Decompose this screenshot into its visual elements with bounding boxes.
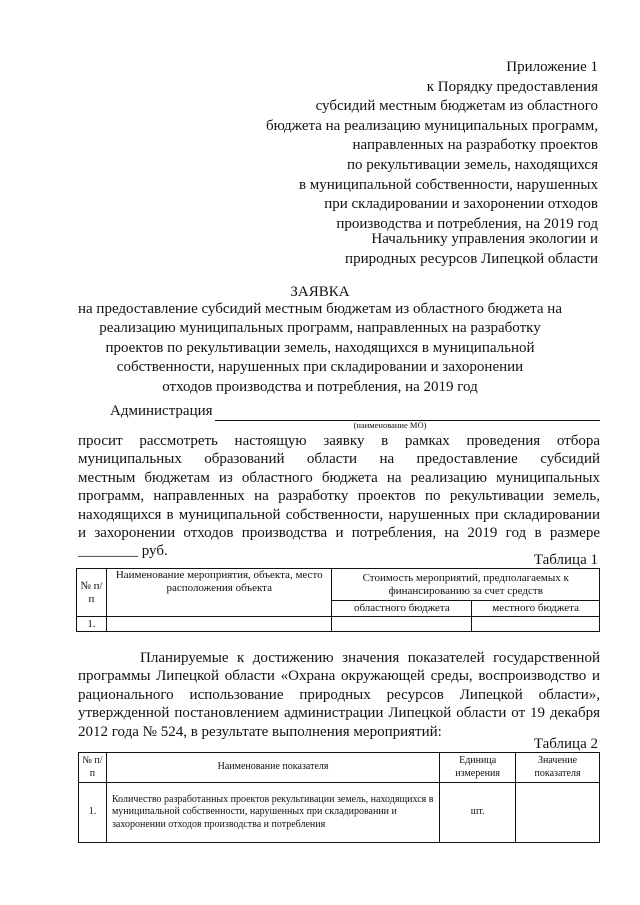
annex-line: направленных на разработку проектов [352, 137, 598, 154]
planned-line: утвержденной постановлением администрации Липецкой области от 19 декабря [78, 705, 600, 722]
table2-row-name: Количество разработанных проектов рекультивации земель, находящихся в муниципальной собственности, нарушенных при складировании и захоронении отходов производства и потребления [106, 783, 439, 843]
subtitle-line: на предоставление субсидий местным бюджетам из областного бюджета на [78, 301, 562, 317]
annex-line: при складировании и захоронении отходов [324, 196, 598, 213]
annex-line: в муниципальной собственности, нарушенных [298, 176, 598, 193]
table2-header-name: Наименование показателя [106, 753, 439, 783]
planned-line: 2012 года № 524, в результате выполнения мероприятий: [78, 723, 442, 740]
annex-line: Приложение 1 [506, 59, 598, 75]
addressee-line: Начальнику управления экологии и [371, 231, 598, 247]
table1-header-name: Наименование мероприятия, объекта, место расположения объекта [106, 569, 332, 617]
document-subtitle [70, 300, 570, 397]
table1-header-regional: областного бюджета [332, 601, 472, 617]
annex-line: производства и потребления, на 2019 год [336, 215, 598, 232]
planned-line: программы Липецкой области «Охрана окружающей среды, воспроизводство и [78, 668, 600, 685]
table1-cell-local[interactable] [472, 617, 600, 632]
addressee-line: природных ресурсов Липецкой области [345, 250, 598, 267]
table2-caption: Таблица 2 [533, 736, 598, 752]
subtitle-line: реализацию муниципальных программ, направленных на разработку [99, 320, 541, 337]
document-title: ЗАЯВКА [290, 284, 350, 300]
table1-cell-regional[interactable] [332, 617, 472, 632]
table2-header-num: № п/п [79, 753, 107, 783]
table1-header-local: местного бюджета [472, 601, 600, 617]
planned-line: Планируемые к достижению значения показателей государственной [140, 650, 600, 666]
table2-row-num: 1. [79, 783, 107, 843]
request-line: местным бюджетам из областного бюджета на реализацию муниципальных [78, 469, 600, 486]
request-line: программ, направленных на разработку проектов по рекультивации земель, [78, 488, 600, 505]
subtitle-line: отходов производства и потребления, на 2019 год [162, 378, 478, 395]
request-line: и захоронении отходов производства и потребления, на 2019 год в размере [78, 525, 600, 542]
table1-header-cost: Стоимость мероприятий, предполагаемых к финансированию за счет средств [332, 569, 600, 601]
table2 [78, 752, 600, 843]
request-amount-line: ________ руб. [78, 543, 168, 560]
annex-line: по рекультивации земель, находящихся [346, 156, 598, 173]
administration-label: Администрация [110, 403, 213, 419]
addressee [218, 230, 598, 269]
administration-blank-line[interactable] [215, 406, 600, 421]
annex-line: бюджета на реализацию муниципальных программ, [265, 117, 598, 134]
annex-line: к Порядку предоставления [426, 78, 598, 95]
annex-line: субсидий местным бюджетам из областного [315, 98, 598, 115]
request-line: муниципальных образований области на предоставление субсидий [78, 451, 600, 468]
table2-row-unit: шт. [440, 783, 516, 843]
mo-name-hint: (наименование МО) [353, 420, 427, 430]
table1-row-num: 1. [77, 617, 107, 632]
table1-caption: Таблица 1 [533, 552, 598, 568]
table1 [76, 568, 600, 632]
request-paragraph [78, 432, 600, 561]
subtitle-line: собственности, нарушенных при складировании и захоронении [116, 359, 524, 376]
table2-cell-value[interactable] [516, 783, 600, 843]
planned-paragraph [78, 649, 600, 741]
table2-header-value: Значение показателя [516, 753, 600, 783]
annex-header [178, 58, 598, 234]
subtitle-line: проектов по рекультивации земель, находящихся в муниципальной [105, 339, 535, 356]
administration-field [110, 402, 600, 421]
table1-cell-name[interactable] [106, 617, 332, 632]
planned-line: рационального использование природных ресурсов Липецкой области», [78, 686, 600, 703]
table2-header-unit: Единица измерения [440, 753, 516, 783]
request-line: просит рассмотреть настоящую заявку в рамках проведения отбора [78, 433, 600, 449]
table1-header-num: № п/п [77, 569, 107, 617]
request-line: находящихся в муниципальной собственности, нарушенных при складировании [78, 506, 600, 523]
